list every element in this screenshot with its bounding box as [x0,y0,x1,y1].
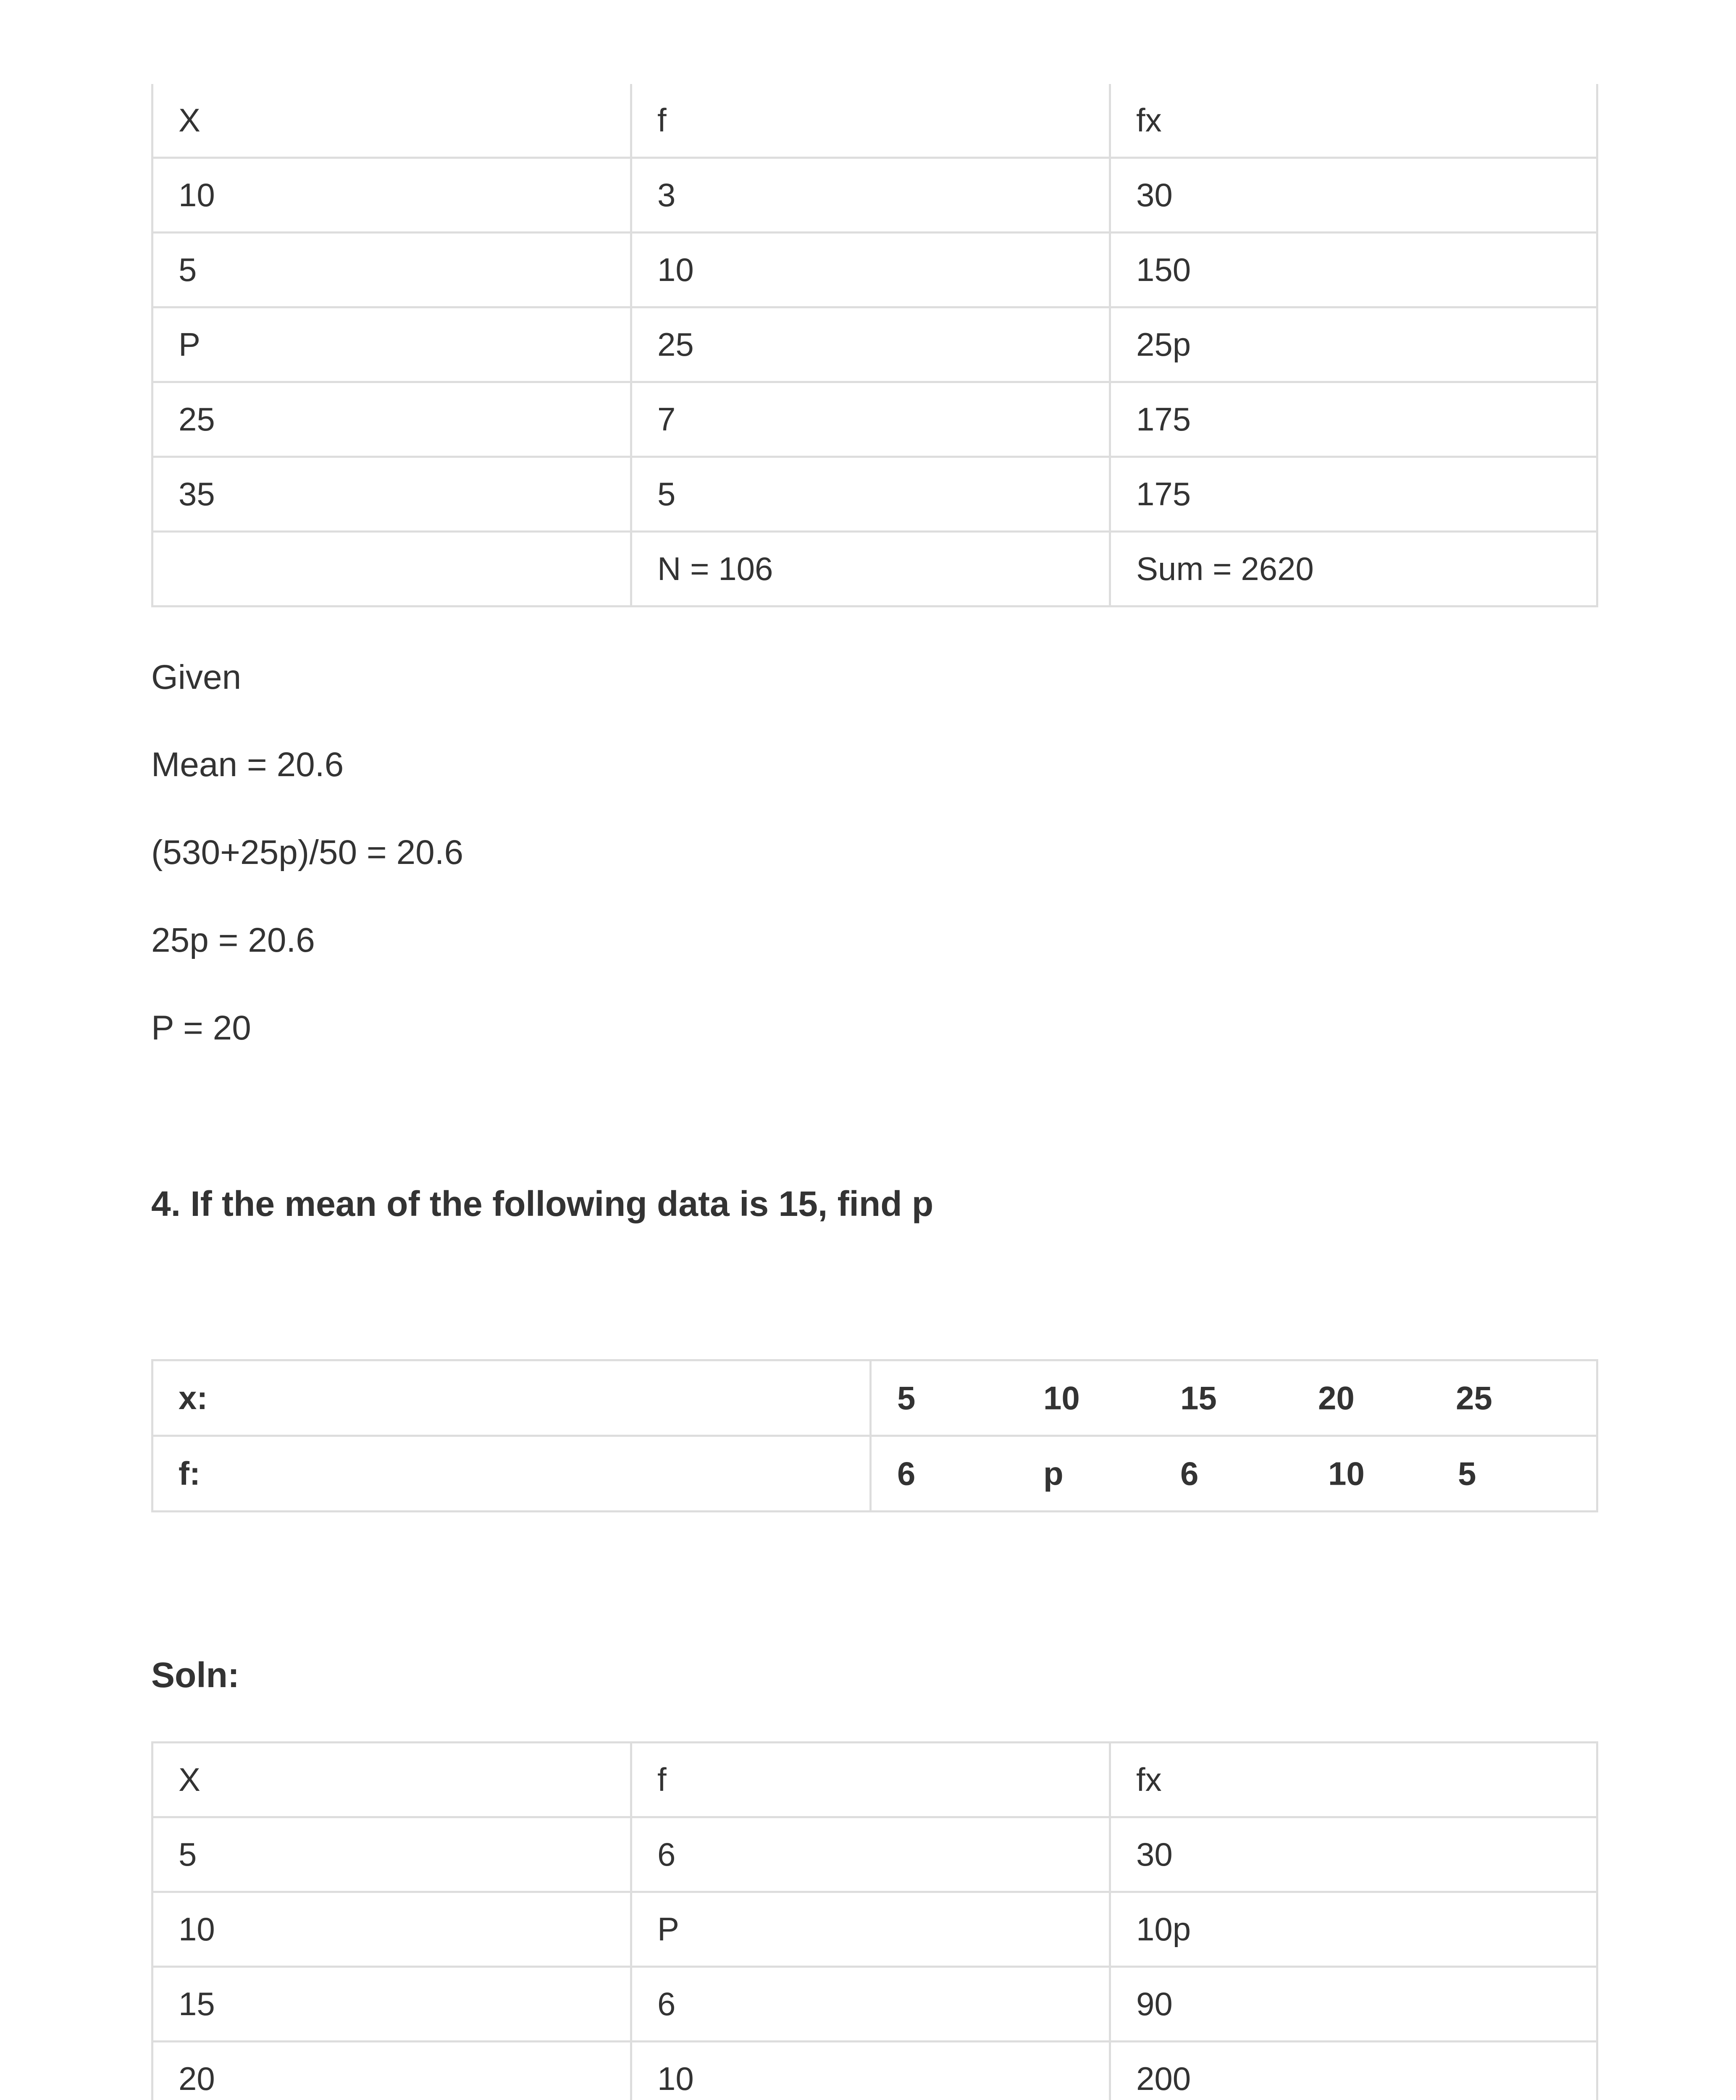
table-cell: 5 [631,457,1110,532]
header-cell: X [152,84,631,158]
table-cell: 10 [631,2042,1110,2100]
table-header-row [152,1743,1597,1817]
f-value: p [1043,1455,1064,1492]
x-value: 10 [1043,1379,1080,1416]
table-cell: 10 [152,158,631,233]
equation-line: (530+25p)/50 = 20.6 [151,833,464,872]
f-value: 6 [1180,1455,1199,1492]
table-cell: 25 [152,382,631,457]
f-values-cell [871,1436,1597,1512]
table-cell [152,532,631,606]
table-cell: 175 [1110,382,1597,457]
given-label: Given [151,658,242,696]
total-sum-cell: Sum = 2620 [1110,532,1597,606]
x-value: 20 [1318,1379,1355,1416]
table-row [152,233,1597,307]
table-total-row [152,532,1597,606]
header-cell: fx [1110,1743,1597,1817]
f-value: 6 [897,1455,916,1492]
table-cell: 175 [1110,457,1597,532]
x-value: 15 [1180,1379,1217,1416]
frequency-table-1 [151,84,1598,607]
table-row [152,1967,1597,2042]
table-row [152,382,1597,457]
table-cell: 90 [1110,1967,1597,2042]
table-header-row [152,84,1597,158]
header-cell: fx [1110,84,1597,158]
equation-line: 25p = 20.6 [151,921,315,959]
f-value: 5 [1458,1455,1476,1492]
question-heading: 4. If the mean of the following data is 15, find p [151,1184,934,1223]
table-cell: P [631,1892,1110,1967]
table-cell: 20 [152,2042,631,2100]
x-value: 5 [897,1379,916,1416]
f-row [152,1436,1597,1512]
f-label-cell: f: [152,1436,871,1512]
solution-label: Soln: [151,1655,239,1695]
x-value: 25 [1456,1379,1492,1416]
table-row [152,2042,1597,2100]
table-cell: 6 [631,1967,1110,2042]
table-cell: 10 [631,233,1110,307]
table-cell: 15 [152,1967,631,2042]
header-cell: f [631,1743,1110,1817]
question-data-table [151,1359,1598,1512]
equation-line: Mean = 20.6 [151,746,344,784]
table-cell: 25p [1110,307,1597,382]
x-row [152,1360,1597,1436]
table-cell: 30 [1110,158,1597,233]
table-row [152,307,1597,382]
table-cell: 3 [631,158,1110,233]
header-cell: X [152,1743,631,1817]
equation-line: P = 20 [151,1009,251,1047]
x-values-cell [871,1360,1597,1436]
table-cell: 5 [152,1817,631,1892]
table-row [152,1892,1597,1967]
table-cell: 10 [152,1892,631,1967]
table-cell: 35 [152,457,631,532]
header-cell: f [631,84,1110,158]
table-cell: 7 [631,382,1110,457]
table-row [152,158,1597,233]
total-n-cell: N = 106 [631,532,1110,606]
f-value: 10 [1328,1455,1365,1492]
table-row [152,457,1597,532]
frequency-table-2 [151,1741,1598,2100]
table-cell: 30 [1110,1817,1597,1892]
table-cell: 25 [631,307,1110,382]
x-label-cell: x: [152,1360,871,1436]
table-cell: 5 [152,233,631,307]
table-cell: P [152,307,631,382]
table-cell: 200 [1110,2042,1597,2100]
table-cell: 10p [1110,1892,1597,1967]
table-cell: 150 [1110,233,1597,307]
table-row [152,1817,1597,1892]
table-cell: 6 [631,1817,1110,1892]
